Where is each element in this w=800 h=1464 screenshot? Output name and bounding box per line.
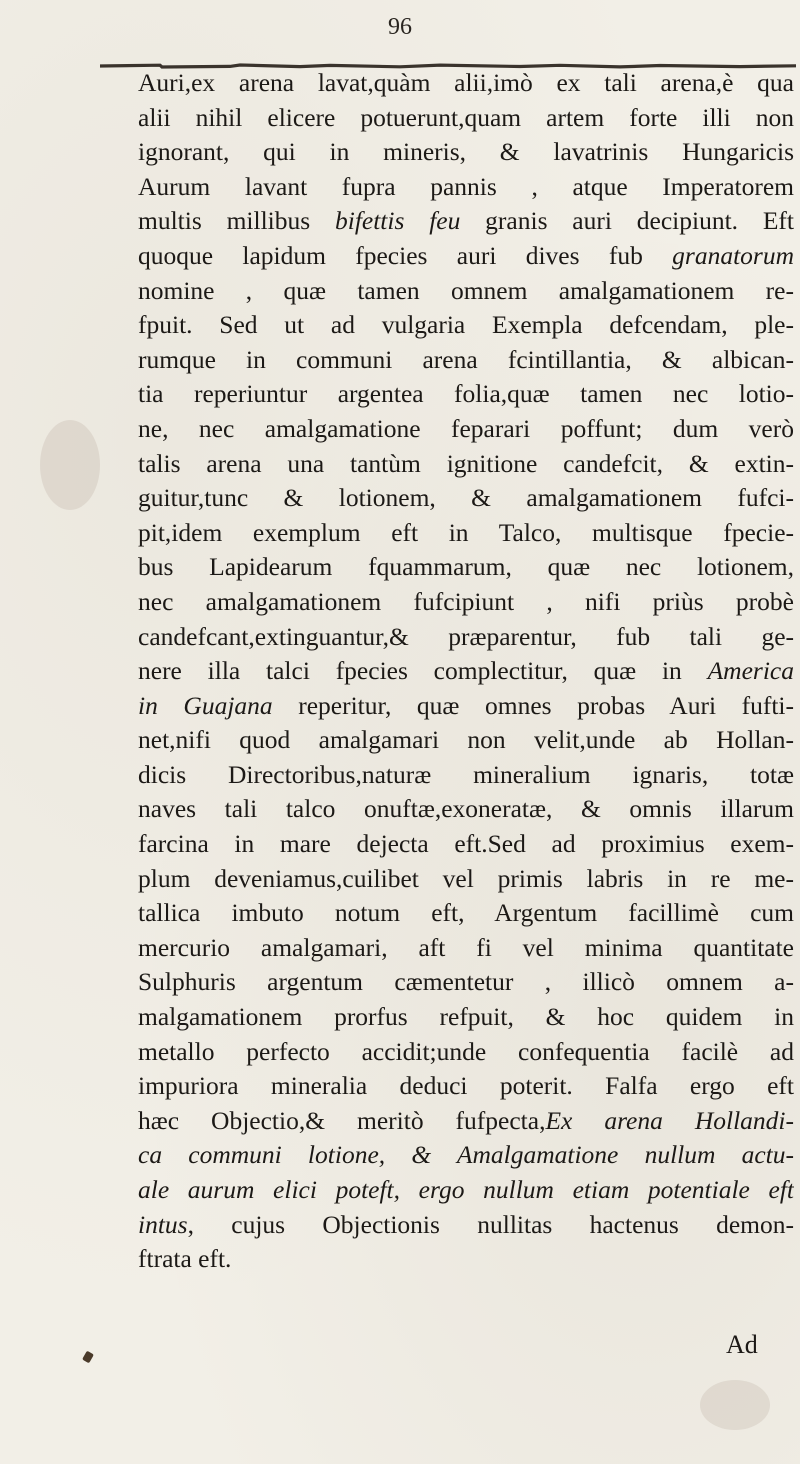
italic-text: America	[707, 656, 794, 686]
text-line	[138, 862, 794, 897]
text-line	[138, 654, 794, 689]
text-line	[138, 723, 794, 758]
text-span: nec amalgamationem fufcipiunt , nifi priùs probè	[138, 586, 794, 616]
text-line	[138, 1000, 794, 1035]
text-line	[138, 896, 794, 931]
italic-text: Ex arena Hollandi-	[545, 1105, 794, 1135]
text-line	[138, 516, 794, 551]
text-span: candefcant,extinguantur,& præparentur, fub tali ge-	[138, 621, 794, 651]
text-span: Aurum lavant fupra pannis , atque Imperatorem	[138, 171, 794, 201]
text-span: rumque in communi arena fcintillantia, & albican-	[138, 344, 794, 374]
paper-stain	[700, 1380, 770, 1430]
text-line	[138, 377, 794, 412]
text-line	[138, 239, 794, 274]
italic-text: bifettis feu	[334, 206, 461, 236]
text-span: talis arena una tantùm ignitione candefcit, & extin-	[138, 448, 794, 478]
text-span: ftrata eft.	[138, 1244, 232, 1274]
text-span: tia reperiuntur argentea folia,quæ tamen nec lotio-	[138, 379, 794, 409]
text-span: impuriora mineralia deduci poterit. Falfa ergo eft	[138, 1071, 794, 1101]
text-line	[138, 308, 794, 343]
text-span: nomine , quæ tamen omnem amalgamationem re-	[138, 275, 794, 305]
text-line	[138, 170, 794, 205]
text-span: pit,idem exemplum eft in Talco, multisque fpecie-	[138, 517, 794, 547]
text-line	[138, 204, 794, 239]
text-line	[138, 343, 794, 378]
italic-text: ca communi lotione, & Amalgamatione nullum actu-	[138, 1140, 794, 1170]
text-line	[138, 965, 794, 1000]
text-span: ne, nec amalgamatione feparari poffunt; dum verò	[138, 413, 794, 443]
text-line	[138, 274, 794, 309]
text-span: farcina in mare dejecta eft.Sed ad proximius exem-	[138, 829, 794, 859]
text-line	[138, 792, 794, 827]
text-line	[138, 550, 794, 585]
italic-text: ale aurum elici poteft, ergo nullum etiam potentiale eft	[138, 1175, 794, 1204]
text-span: multis millibus	[138, 206, 335, 236]
page-number: 96	[388, 14, 412, 40]
text-line	[138, 1208, 794, 1243]
text-line	[138, 931, 794, 966]
text-line	[138, 1242, 794, 1277]
text-span: metallo perfecto accidit;unde confequentia facilè ad	[138, 1036, 794, 1066]
text-span: , cujus Objectionis nullitas hactenus demon-	[187, 1209, 794, 1239]
text-line	[138, 66, 794, 101]
printer-mark	[82, 1351, 94, 1364]
text-span: hæc Objectio,& meritò fufpecta,	[138, 1105, 546, 1135]
text-line	[138, 1035, 794, 1070]
text-span: plum deveniamus,cuilibet vel primis labris in re me-	[138, 863, 794, 893]
text-span: Auri,ex arena lavat,quàm alii,imò ex tali arena,è qua	[138, 68, 794, 97]
italic-text: intus	[138, 1209, 188, 1239]
text-span: malgamationem prorfus refpuit, & hoc quidem in	[138, 1002, 794, 1032]
text-line	[138, 620, 794, 655]
text-line	[138, 447, 794, 482]
paper-stain	[40, 420, 100, 510]
text-span: quoque lapidum fpecies auri dives fub	[138, 240, 673, 270]
text-line	[138, 1104, 794, 1139]
catchword: Ad	[726, 1330, 758, 1359]
text-span: Sulphuris argentum cæmentetur , illicò omnem a-	[138, 967, 794, 997]
text-span: granis auri decipiunt. Eft	[460, 206, 794, 236]
text-line	[138, 101, 794, 136]
latin-text-body	[138, 66, 794, 1277]
text-span: ignorant, qui in mineris, & lavatrinis Hungaricis	[138, 137, 794, 167]
text-line	[138, 1069, 794, 1104]
text-line	[138, 689, 794, 724]
text-span: guitur,tunc & lotionem, & amalgamationem fufci-	[138, 483, 794, 513]
italic-text: granatorum	[672, 240, 794, 270]
text-line	[138, 827, 794, 862]
text-span: net,nifi quod amalgamari non velit,unde ab Hollan-	[138, 725, 794, 755]
text-span: nere illa talci fpecies complectitur, quæ in	[138, 656, 708, 686]
text-span: naves tali talco onuftæ,exoneratæ, & omnis illarum	[138, 794, 794, 824]
text-span: reperitur, quæ omnes probas Auri fufti-	[272, 690, 794, 720]
italic-text: in Guajana	[138, 690, 273, 720]
text-line	[138, 758, 794, 793]
text-line	[138, 412, 794, 447]
text-span: fpuit. Sed ut ad vulgaria Exempla defcendam, ple-	[138, 310, 794, 340]
text-span: tallica imbuto notum eft, Argentum facillimè cum	[138, 898, 794, 928]
text-span: mercurio amalgamari, aft fi vel minima quantitate	[138, 932, 794, 962]
text-line	[138, 585, 794, 620]
text-line	[138, 135, 794, 170]
text-span: alii nihil elicere potuerunt,quam artem forte illi non	[138, 102, 794, 132]
text-line	[138, 481, 794, 516]
text-line	[138, 1173, 794, 1208]
text-span: dicis Directoribus,naturæ mineralium ignaris, totæ	[138, 759, 794, 789]
text-line	[138, 1138, 794, 1173]
text-span: bus Lapidearum fquammarum, quæ nec lotionem,	[138, 552, 794, 582]
